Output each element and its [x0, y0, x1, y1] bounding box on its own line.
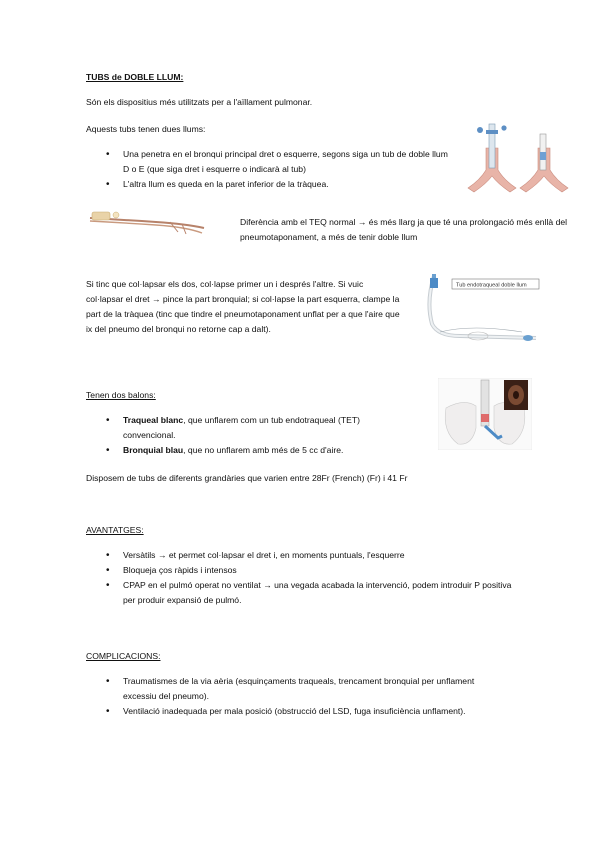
- double-lumen-tube-illustration: [86, 206, 211, 238]
- balloons-list: [106, 413, 411, 458]
- lumens-list: [106, 147, 451, 192]
- endotracheal-tube-photo: [412, 272, 544, 352]
- list-item: • Una penetra en el bronqui principal dret o esquerre, segons siga un tub de doble llum D o E (que siga dret i esquerre o indicarà al tub): [106, 147, 451, 177]
- balloon-description: , que unflarem com un tub endotraqueal (TET) convencional.: [123, 415, 360, 440]
- intro-text: Són els dispositius més utilitzats per a l'aïllament pulmonar.: [86, 97, 313, 107]
- list-item: • CPAP en el pulmó operat no ventilat → una vegada acabada la intervenció, podem introduir P positiva per produir expansió de pulmó.: [106, 578, 516, 608]
- bronchial-tube-illustration: [464, 122, 570, 194]
- advantages-list: [106, 548, 516, 608]
- balloon-name: Traqueal blanc: [123, 415, 184, 425]
- list-item: • Traumatismes de la via aèria (esquinçaments traqueals, trencament bronquial per unflament excessiu del pneumo).: [106, 674, 498, 704]
- sizes-text: Disposem de tubs de diferents grandàries que varien entre 28Fr (French) (Fr) i 41 Fr: [86, 473, 408, 483]
- list-item: [106, 413, 411, 443]
- collapse-text: Si tinc que col·lapsar els dos, col·lapse primer un i després l'altre. Si vuic col·lapsar el dret → pince la part bronquial; si col·lapse la part esquerra, clampe la part de la tràquea (tinc que tindre el pneumotaponament unflat per a que l'aire que ix del pneumo del bronqui no retorne cap a dalt).: [86, 279, 400, 334]
- list-item: • L'altra llum es queda en la paret inferior de la tràquea.: [106, 177, 451, 192]
- balloons-title: Tenen dos balons:: [86, 390, 156, 400]
- advantages-title: AVANTATGES:: [86, 525, 144, 535]
- figure-label: Tub endotraqueal doble llum: [456, 282, 527, 289]
- list-item: • Versàtils → et permet col·lapsar el dret i, en moments puntuals, l'esquerre: [106, 548, 516, 563]
- lumens-lead: Aquests tubs tenen dues llums:: [86, 124, 206, 134]
- list-item: [106, 443, 411, 458]
- teq-difference: Diferència amb el TEQ normal → és més llarg ja que té una prolongació més enllà del pneumotaponament, a més de tenir doble llum: [240, 217, 568, 242]
- page-title: TUBS de DOBLE LLUM:: [86, 72, 184, 82]
- complications-list: [106, 674, 498, 719]
- complications-title: COMPLICACIONS:: [86, 651, 161, 661]
- list-item: • Ventilació inadequada per mala posició (obstrucció del LSD, fuga insuficiència unflament).: [106, 704, 498, 719]
- balloon-description: , que no unflarem amb més de 5 cc d'aire.: [183, 445, 344, 455]
- balloon-name: Bronquial blau: [123, 445, 184, 455]
- list-item: • Bloqueja ços ràpids i intensos: [106, 563, 516, 578]
- tracheal-placement-illustration: [438, 378, 532, 450]
